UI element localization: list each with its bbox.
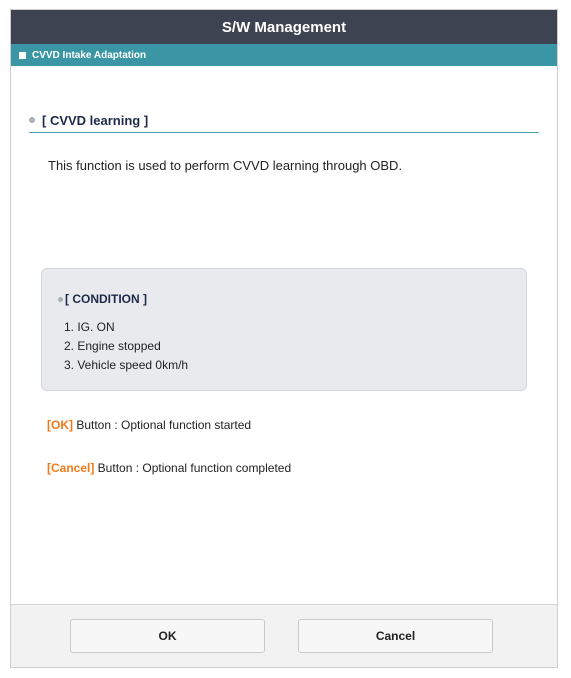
sw-management-dialog — [10, 9, 558, 668]
dot-bullet-icon — [58, 297, 63, 302]
cancel-button[interactable]: Cancel — [298, 619, 493, 653]
dialog-titlebar — [11, 10, 557, 44]
dialog-title: S/W Management — [221, 18, 347, 36]
condition-list — [64, 318, 188, 375]
section-header — [29, 108, 539, 133]
condition-item: 3. Vehicle speed 0km/h — [64, 358, 189, 372]
condition-header — [58, 292, 147, 306]
dot-bullet-icon — [29, 117, 35, 123]
subheader-bar — [11, 44, 557, 66]
ok-hint-text: Button : Optional function started — [73, 418, 252, 432]
condition-item: 2. Engine stopped — [64, 339, 161, 353]
ok-hint-tag: [OK] — [47, 418, 73, 432]
section-title: [ CVVD learning ] — [42, 112, 149, 128]
condition-item: 1. IG. ON — [64, 320, 115, 334]
ok-button[interactable]: OK — [70, 619, 265, 653]
square-bullet-icon — [19, 52, 26, 59]
cancel-hint-tag: [Cancel] — [47, 461, 95, 475]
subheader-title: CVVD Intake Adaptation — [32, 49, 147, 61]
function-description: This function is used to perform CVVD learning through OBD. — [48, 158, 403, 173]
condition-title: [ CONDITION ] — [65, 292, 147, 306]
cancel-hint-text: Button : Optional function completed — [94, 461, 292, 475]
condition-box — [41, 268, 527, 391]
ok-hint — [47, 418, 251, 432]
dialog-footer — [11, 604, 557, 667]
cancel-hint — [47, 461, 291, 475]
